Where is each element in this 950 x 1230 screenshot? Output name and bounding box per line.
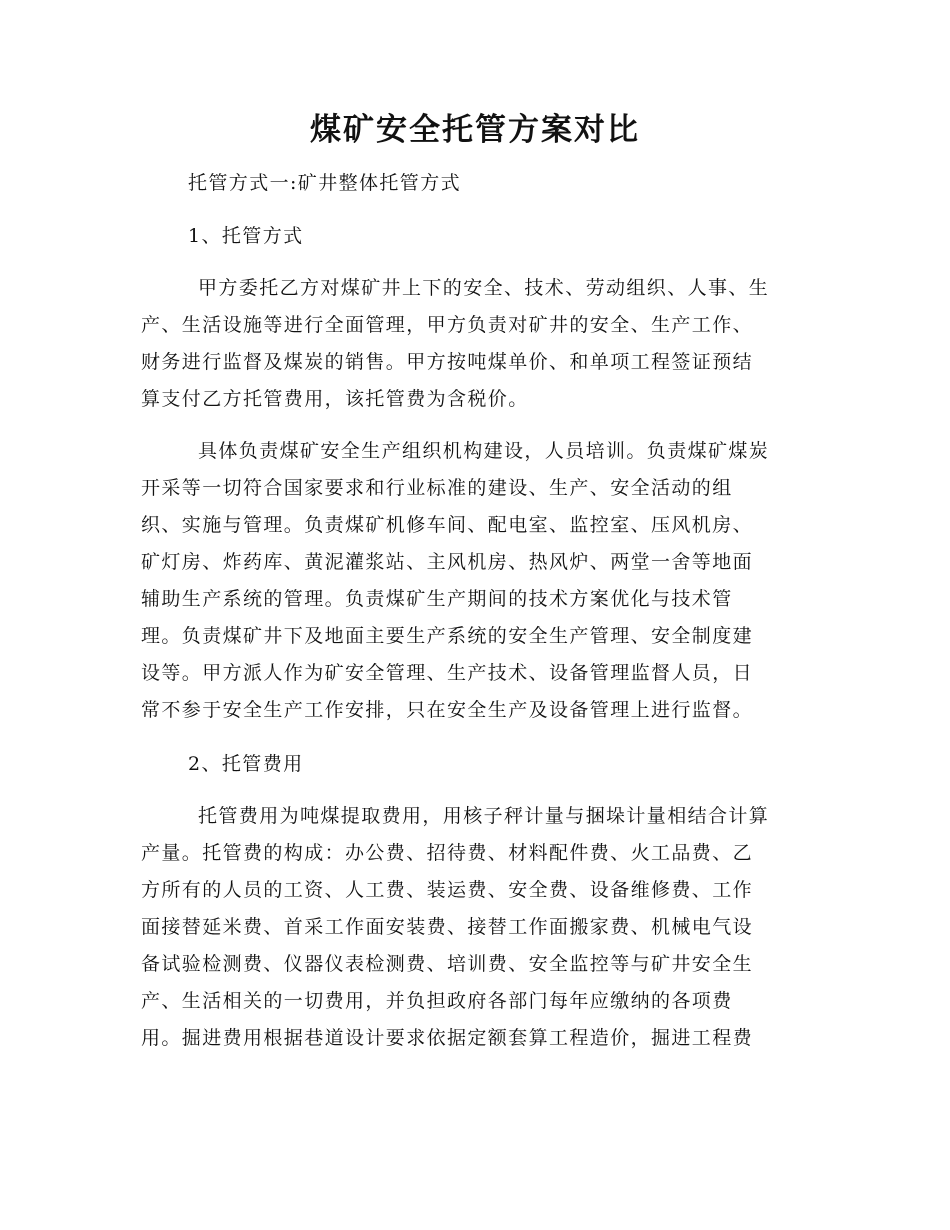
paragraph-line: 面接替延米费、首采工作面安装费、接替工作面搬家费、机械电气设 (141, 916, 754, 938)
paragraph-line: 产、生活相关的一切费用，并负担政府各部门每年应缴纳的各项费 (141, 990, 733, 1012)
paragraph-line: 财务进行监督及煤炭的销售。甲方按吨煤单价、和单项工程签证预结 (141, 351, 754, 373)
paragraph-line: 备试验检测费、仪器仪表检测费、培训费、安全监控等与矿井安全生 (141, 953, 754, 975)
paragraph-line: 具体负责煤矿安全生产组织机构建设，人员培训。负责煤矿煤炭 (198, 440, 770, 462)
paragraph-line: 算支付乙方托管费用，该托管费为含税价。 (141, 388, 529, 410)
paragraph-line: 用。掘进费用根据巷道设计要求依据定额套算工程造价，掘进工程费 (141, 1027, 754, 1049)
paragraph-line: 产、生活设施等进行全面管理，甲方负责对矿井的安全、生产工作、 (141, 314, 754, 336)
section-heading: 托管方式一:矿井整体托管方式 (188, 172, 462, 194)
paragraph-line: 托管费用为吨煤提取费用，用核子秤计量与捆垛计量相结合计算 (198, 805, 770, 827)
paragraph-line: 织、实施与管理。负责煤矿机修车间、配电室、监控室、压风机房、 (141, 514, 754, 536)
document-title: 煤矿安全托管方案对比 (310, 112, 640, 148)
paragraph-line: 辅助生产系统的管理。负责煤矿生产期间的技术方案优化与技术管 (141, 588, 733, 610)
paragraph-line: 常不参于安全生产工作安排，只在安全生产及设备管理上进行监督。 (141, 699, 754, 721)
paragraph-line: 开采等一切符合国家要求和行业标准的建设、生产、安全活动的组 (141, 477, 733, 499)
paragraph-line: 方所有的人员的工资、人工费、装运费、安全费、设备维修费、工作 (141, 879, 754, 901)
sub-heading-2: 2、托管费用 (188, 753, 304, 775)
paragraph-line: 矿灯房、炸药库、黄泥灌浆站、主风机房、热风炉、两堂一舍等地面 (141, 551, 754, 573)
paragraph-line: 产量。托管费的构成：办公费、招待费、材料配件费、火工品费、乙 (141, 842, 754, 864)
paragraph-line: 理。负责煤矿井下及地面主要生产系统的安全生产管理、安全制度建 (141, 625, 754, 647)
sub-heading-1: 1、托管方式 (188, 225, 304, 247)
paragraph-line: 甲方委托乙方对煤矿井上下的安全、技术、劳动组织、人事、生 (198, 277, 770, 299)
paragraph-line: 设等。甲方派人作为矿安全管理、生产技术、设备管理监督人员，日 (141, 662, 754, 684)
